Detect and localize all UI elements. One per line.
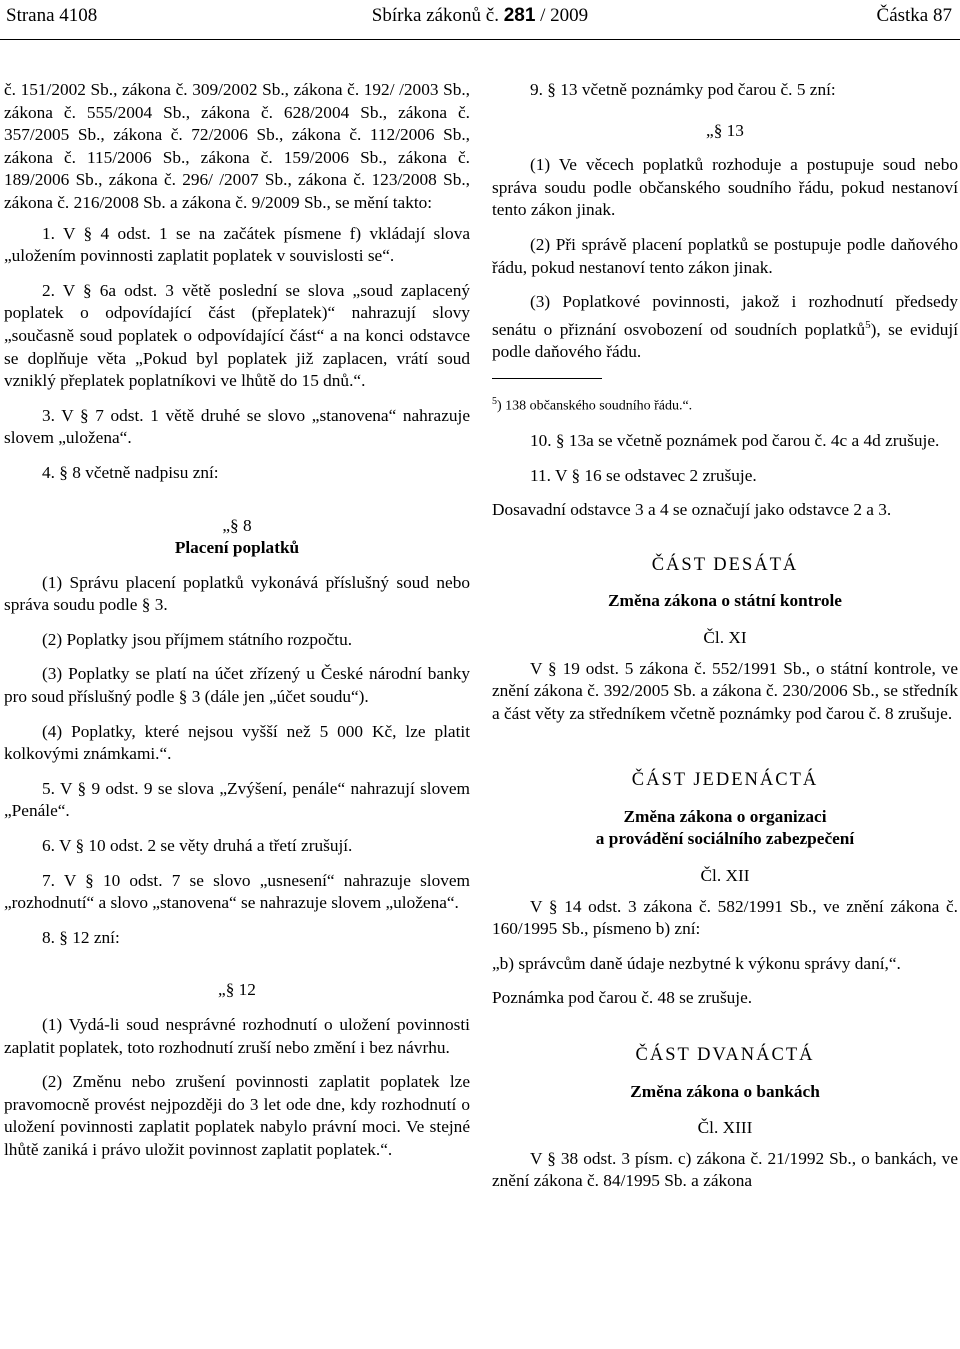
point-8: 8. § 12 zní: bbox=[42, 927, 120, 947]
section-13-heading: „§ 13 bbox=[706, 120, 744, 140]
article-13-text: V § 38 odst. 3 písm. c) zákona č. 21/1992 Sb., o bankách, ve znění zákona č. 84/1995 Sb. a zákona bbox=[492, 1148, 958, 1191]
part-10-heading: ČÁST DESÁTÁ bbox=[651, 554, 799, 575]
point-2: 2. V § 6a odst. 3 větě poslední se slova „soud zaplacený poplatek o odpovídající část (přeplatek)“ nahrazují slovy „současně soud poplatek o odpovídající část“ a na konci odstavce se doplňuje věta „Pokud byl poplatek již zaplacen, vrátí soud vzniklý přeplatek poplatníkovi ve lhůtě do 15 dnů.“. bbox=[4, 280, 470, 391]
article-11-text: V § 19 odst. 5 zákona č. 552/1991 Sb., o státní kontrole, ve znění zákona č. 392/2005 Sb. a zákona č. 230/2006 Sb., se středník a část věty za středníkem včetně poznámky pod čarou č. 8 zrušuje. bbox=[492, 658, 958, 723]
point-5: 5. V § 9 odst. 9 se slova „Zvýšení, penále“ nahrazují slovem „Penále“. bbox=[4, 778, 470, 821]
point-9: 9. § 13 včetně poznámky pod čarou č. 5 zní: bbox=[530, 80, 836, 99]
section-8-para-1: (1) Správu placení poplatků vykonává příslušný soud nebo správa soudu podle § 3. bbox=[4, 572, 470, 615]
footnote-divider bbox=[492, 378, 602, 379]
footnote-ref-5: 5 bbox=[865, 318, 871, 331]
section-12-para-2: (2) Změnu nebo zrušení povinnosti zaplatit poplatek lze pravomocně provést nejpozději do 3 let ode dne, kdy rozhodnutí o uložení povinnosti zaplatit poplatek nabylo právní moci. Ve stejné lhůtě zaniká i právo uložit povinnost zaplatit poplatek.“. bbox=[4, 1072, 470, 1159]
page-number: Strana 4108 bbox=[6, 5, 98, 26]
section-12-heading: „§ 12 bbox=[218, 980, 256, 1000]
article-12-note: Poznámka pod čarou č. 48 se zrušuje. bbox=[492, 988, 753, 1008]
section-12-para-1: (1) Vydá-li soud nesprávné rozhodnutí o uložení povinnosti zaplatit poplatek, toto rozhodnutí zruší nebo změní i bez návrhu. bbox=[4, 1015, 470, 1057]
right-column bbox=[492, 79, 958, 1205]
section-13-para-1: (1) Ve věcech poplatků rozhoduje a postupuje soud nebo správa soudu podle občanského soudního řádu, pokud nestanoví tento zákon jinak. bbox=[492, 155, 958, 220]
article-12-heading: Čl. XII bbox=[700, 866, 750, 886]
part-11-heading: ČÁST JEDENÁCTÁ bbox=[631, 770, 819, 791]
intro-paragraph: č. 151/2002 Sb., zákona č. 309/2002 Sb., zákona č. 192/ /2003 Sb., zákona č. 555/2004 Sb., zákona č. 628/2004 Sb., zákona č. 357/2005 Sb., zákona č. 72/2006 Sb., zákona č. 112/2006 Sb., zákona č. 115/2006 Sb., zákona č. 159/2006 Sb., zákona č. 189/2006 Sb., zákona č. 296/ /2007 Sb., zákona č. 123/2008 Sb., zákona č. 216/2008 Sb. a zákona č. 9/2009 Sb., se mění takto: bbox=[4, 80, 470, 212]
part-11-title-line-1: Změna zákona o organizaci bbox=[623, 806, 827, 826]
part-10-title: Změna zákona o státní kontrole bbox=[608, 591, 842, 611]
footnote-number: 5 bbox=[492, 395, 497, 407]
article-13-heading: Čl. XIII bbox=[697, 1118, 753, 1138]
point-11-continuation: Dosavadní odstavce 3 a 4 se označují jako odstavce 2 a 3. bbox=[492, 500, 892, 520]
page-header bbox=[0, 0, 960, 40]
footnote-5 bbox=[492, 391, 958, 418]
part-12-title: Změna zákona o bankách bbox=[630, 1081, 820, 1101]
point-6: 6. V § 10 odst. 2 se věty druhá a třetí zrušují. bbox=[42, 836, 353, 856]
section-8-heading: „§ 8 bbox=[222, 515, 252, 535]
collection-title-prefix: Sbírka zákonů č. bbox=[371, 5, 499, 26]
point-4: 4. § 8 včetně nadpisu zní: bbox=[42, 462, 219, 482]
article-11-heading: Čl. XI bbox=[703, 627, 747, 647]
section-8-para-3: (3) Poplatky se platí na účet zřízený u České národní banky pro soud příslušný podle § 3 (dále jen „účet soudu“). bbox=[4, 664, 470, 707]
section-8-para-4: (4) Poplatky, které nejsou vyšší než 5 000 Kč, lze platit kolkovými známkami.“. bbox=[4, 721, 470, 764]
collection-title bbox=[0, 5, 960, 27]
part-11-title-line-2: a provádění sociálního zabezpečení bbox=[595, 829, 855, 849]
collection-number: 281 bbox=[503, 5, 536, 26]
section-13-para-2: (2) Při správě placení poplatků se postupuje podle daňového řádu, pokud nestanoví tento zákon jinak. bbox=[492, 234, 958, 277]
section-13-para-3-end: ), se evidují podle daňového řádu. bbox=[492, 319, 958, 362]
section-13-para-3-text: (3) Poplatkové povinnosti, jakož i rozhodnutí předsedy senátu o přiznání osvobození od soudních poplatků bbox=[492, 292, 958, 339]
left-column bbox=[4, 79, 470, 1174]
point-1: 1. V § 4 odst. 1 se na začátek písmene f) vkládají slova „uložením povinnosti zaplatit poplatek v souvislosti se“. bbox=[4, 223, 470, 266]
point-3: 3. V § 7 odst. 1 větě druhé se slovo „stanovena“ nahrazuje slovem „uložena“. bbox=[4, 405, 470, 448]
section-8-para-2: (2) Poplatky jsou příjmem státního rozpočtu. bbox=[42, 629, 353, 649]
part-12-heading: ČÁST DVANÁCTÁ bbox=[635, 1045, 815, 1066]
section-8-title: Placení poplatků bbox=[174, 538, 300, 558]
section-13-para-3 bbox=[492, 291, 958, 364]
point-11: 11. V § 16 se odstavec 2 zrušuje. bbox=[530, 465, 757, 485]
point-10: 10. § 13a se včetně poznámek pod čarou č. 4c a 4d zrušuje. bbox=[530, 430, 940, 450]
footnote-text: ) 138 občanského soudního řádu.“. bbox=[497, 398, 693, 414]
point-7: 7. V § 10 odst. 7 se slovo „usnesení“ nahrazuje slovem „rozhodnutí“ a slovo „stanovena“ se nahrazuje slovem „uložena“. bbox=[4, 870, 470, 913]
article-12-letter-b: „b) správcům daně údaje nezbytné k výkonu správy daní,“. bbox=[492, 953, 901, 973]
article-12-text: V § 14 odst. 3 zákona č. 582/1991 Sb., ve znění zákona č. 160/1995 Sb., písmeno b) zní: bbox=[492, 896, 958, 939]
collection-year: / 2009 bbox=[540, 5, 589, 26]
issue-number: Částka 87 bbox=[876, 5, 952, 26]
